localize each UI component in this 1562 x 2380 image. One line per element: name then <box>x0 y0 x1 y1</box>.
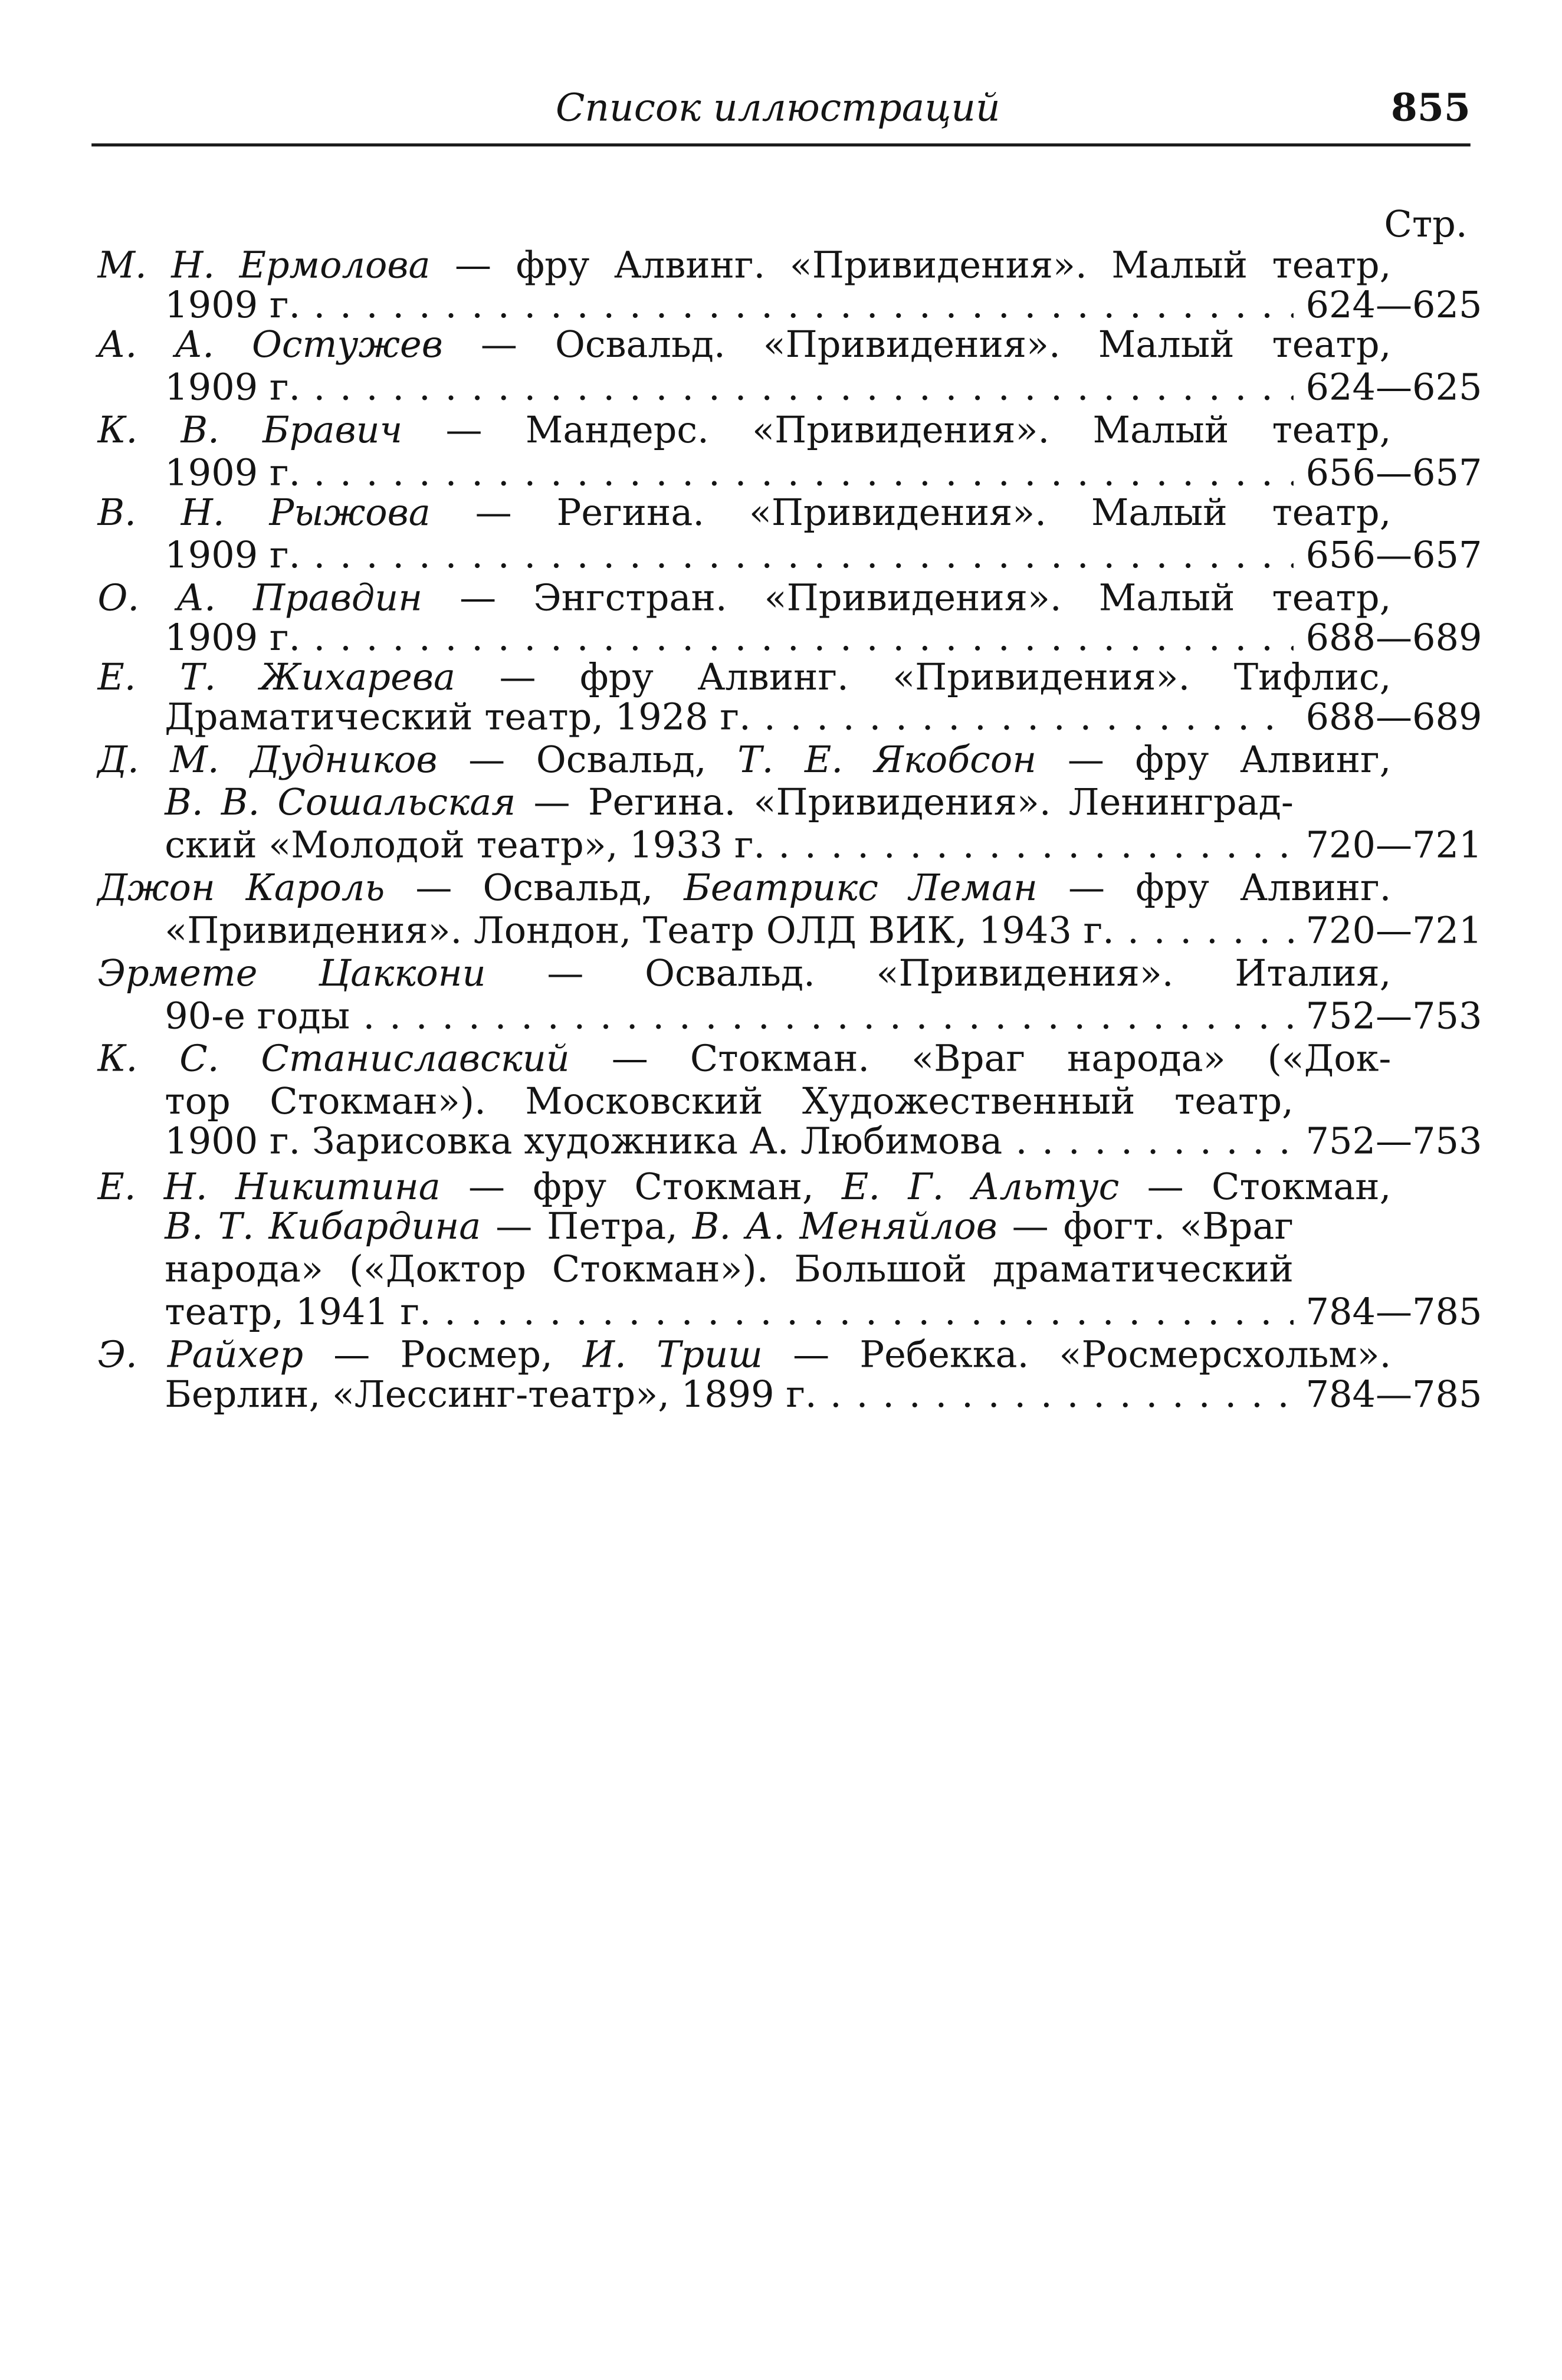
entry-pages: 752—753 <box>1305 1120 1482 1163</box>
entry-text: тор Стокман»). Московский Художественный театр, <box>165 1080 1294 1123</box>
entry-name: И. Триш <box>583 1333 763 1377</box>
entry-tail: 1900 г. Зарисовка художника А. Любимова <box>165 1120 1003 1163</box>
entry-tail-line <box>165 994 1294 1037</box>
entry-name: Джон Кароль <box>97 866 385 910</box>
entry-name: Эрмете Цаккони <box>97 951 486 995</box>
entry-name: Е. Г. Альтус <box>842 1166 1120 1209</box>
entry-tail-line <box>165 284 1294 326</box>
entry-line <box>165 1080 1294 1122</box>
entry-tail: Драматический театр, 1928 г. <box>165 695 751 738</box>
entry-tail-line <box>165 910 1294 952</box>
entry-text: народа» («Доктор Стокман»). Большой драматический <box>165 1248 1294 1291</box>
entry-name: Т. Е. Якобсон <box>737 738 1037 782</box>
entry-text: — фогт. «Враг <box>997 1205 1294 1248</box>
entry-tail: Берлин, «Лессинг-театр», 1899 г. <box>165 1373 817 1416</box>
entry-line <box>97 409 1391 451</box>
entry-name: Д. М. Дудников <box>97 738 438 782</box>
entry-text: — Энгстран. «Привидения». Малый театр, <box>422 576 1392 620</box>
entry-pages: 656—657 <box>1305 451 1482 495</box>
entry-line <box>97 952 1391 994</box>
entry-name: К. С. Станиславский <box>97 1037 570 1081</box>
entry-line <box>165 1205 1294 1248</box>
entry-tail-line <box>165 534 1294 576</box>
entry-text: — Стокман, <box>1119 1166 1392 1209</box>
entry-text: — Освальд, <box>385 866 684 910</box>
entry-tail-line <box>165 695 1294 738</box>
entry-name: В. А. Меняйлов <box>692 1205 997 1248</box>
header-rule <box>91 143 1471 146</box>
entry-tail-line <box>165 824 1294 866</box>
entry-name: В. Т. Кибардина <box>165 1205 481 1248</box>
entry-line <box>165 1248 1294 1291</box>
entry-text: — фру Алвинг, <box>1036 738 1392 782</box>
entry-tail-line <box>165 1120 1294 1162</box>
entry-text: — Стокман. «Враг народа» («Док- <box>569 1037 1392 1081</box>
entry-line <box>97 491 1391 534</box>
entry-text: — Регина. «Привидения». Ленинград- <box>516 781 1294 824</box>
entry-tail: 1909 г. <box>165 284 301 327</box>
entry-tail-line <box>165 1291 1294 1333</box>
entry-line <box>97 1038 1391 1080</box>
entry-pages: 784—785 <box>1305 1291 1482 1334</box>
entry-pages: 688—689 <box>1305 616 1482 659</box>
entry-text: — Освальд. «Привидения». Италия, <box>485 951 1392 995</box>
entry-name: Е. Н. Никитина <box>97 1166 441 1209</box>
entry-name: А. А. Остужев <box>97 323 443 366</box>
entry-tail-line <box>165 452 1294 494</box>
entry-tail: 1909 г. <box>165 451 301 495</box>
entry-text: — фру Алвинг. «Привидения». Тифлис, <box>455 656 1392 699</box>
entry-tail-line <box>165 1373 1294 1416</box>
entry-line <box>97 866 1391 909</box>
entry-line <box>97 1334 1391 1376</box>
entry-line <box>97 577 1391 619</box>
entry-pages: 752—753 <box>1305 994 1482 1038</box>
entry-name: Е. Т. Жихарева <box>97 656 455 699</box>
entry-name: В. Н. Рыжова <box>97 491 431 534</box>
entry-line <box>97 1166 1391 1208</box>
entry-tail-line <box>165 616 1294 659</box>
entry-text: — Петра, <box>481 1205 693 1248</box>
entry-pages: 624—625 <box>1305 284 1482 327</box>
entry-text: — Мандерс. «Привидения». Малый театр, <box>402 409 1392 452</box>
entry-tail: 1909 г. <box>165 534 301 577</box>
entry-name: К. В. Бравич <box>97 409 403 452</box>
entry-name: М. Н. Ермолова <box>97 244 431 287</box>
entry-line <box>97 244 1391 287</box>
entry-tail: ский «Молодой театр», 1933 г. <box>165 823 766 867</box>
entry-line <box>97 323 1391 366</box>
entry-tail: театр, 1941 г. <box>165 1291 431 1334</box>
entry-text: — фру Алвинг. <box>1037 866 1392 910</box>
entry-text: — Освальд. «Привидения». Малый театр, <box>442 323 1392 366</box>
entry-pages: 720—721 <box>1305 823 1482 867</box>
entry-text: — фру Алвинг. «Привидения». Малый театр, <box>430 244 1392 287</box>
page-number: 855 <box>1390 85 1471 130</box>
entry-name: О. А. Правдин <box>97 576 423 620</box>
entry-line <box>97 738 1391 781</box>
entry-line <box>165 781 1294 823</box>
entry-pages: 624—625 <box>1305 366 1482 409</box>
entry-text: — фру Стокман, <box>440 1166 842 1209</box>
page-column-label: Стр. <box>1384 203 1468 246</box>
entry-text: — Росмер, <box>303 1333 583 1377</box>
entry-pages: 688—689 <box>1305 695 1482 738</box>
entry-tail: 90-е годы <box>165 994 350 1038</box>
entry-name: Беатрикс Леман <box>684 866 1038 910</box>
entry-pages: 720—721 <box>1305 909 1482 952</box>
entry-pages: 656—657 <box>1305 534 1482 577</box>
entry-line <box>97 656 1391 698</box>
entry-tail: «Привидения». Лондон, Театр ОЛД ВИК, 1943 г. <box>165 909 1114 952</box>
entry-text: — Освальд, <box>437 738 738 782</box>
running-header-title: Список иллюстраций <box>555 85 1000 130</box>
entry-tail: 1909 г. <box>165 366 301 409</box>
entry-tail: 1909 г. <box>165 616 301 659</box>
entry-tail-line <box>165 366 1294 409</box>
entry-name: В. В. Сошальская <box>165 781 516 824</box>
entry-name: Э. Райхер <box>97 1333 304 1377</box>
entry-text: — Регина. «Привидения». Малый театр, <box>430 491 1392 534</box>
entry-pages: 784—785 <box>1305 1373 1482 1416</box>
entry-text: — Ребекка. «Росмерсхольм». <box>762 1333 1392 1377</box>
